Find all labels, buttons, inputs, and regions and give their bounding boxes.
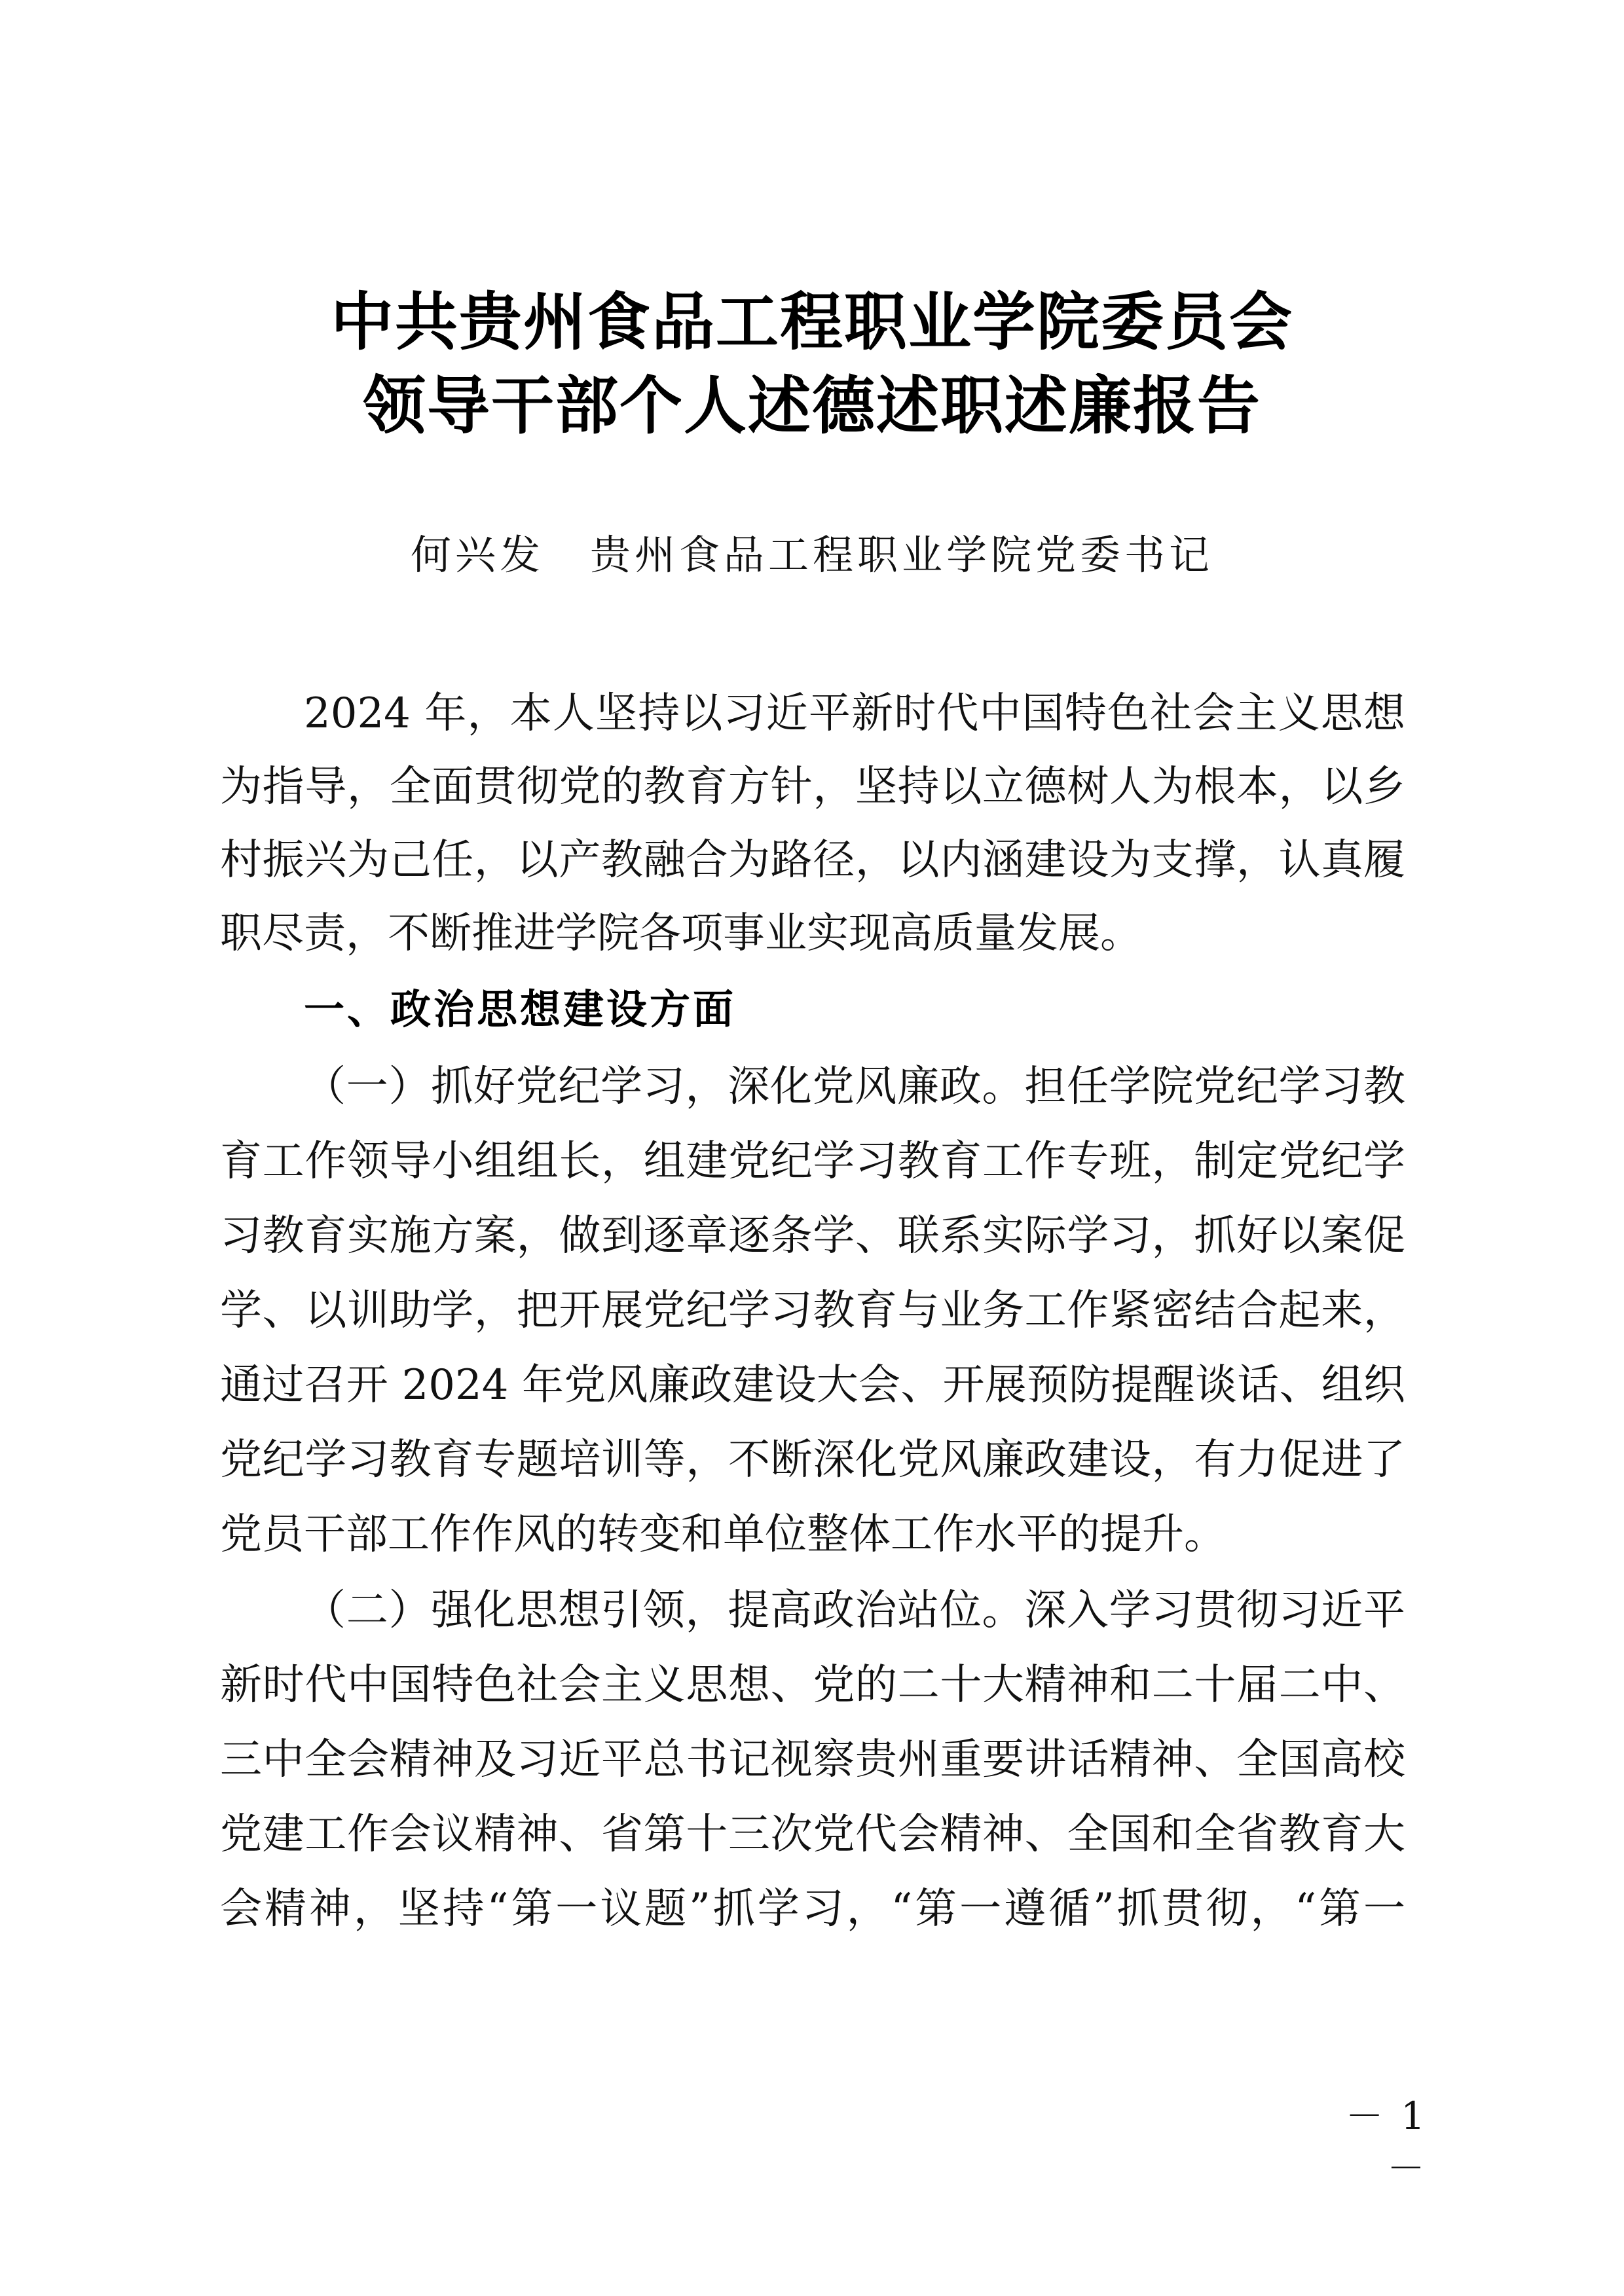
page-number: － 1 － — [1345, 2094, 1428, 2191]
para1-line-4: 学、以训助学，把开展党纪学习教育与业务工作紧密结合起来， — [220, 1286, 1405, 1335]
para2-line-1: （二）强化思想引领，提高政治站位。深入学习贯彻习近平 — [304, 1586, 1405, 1635]
para1-line-3: 习教育实施方案，做到逐章逐条学、联系实际学习，抓好以案促 — [220, 1212, 1405, 1260]
intro-line-3: 村振兴为己任，以产教融合为路径，以内涵建设为支撑，认真履 — [220, 836, 1405, 884]
para1-line-1: （一）抓好党纪学习，深化党风廉政。担任学院党纪学习教 — [304, 1063, 1405, 1111]
intro-line-1: 2024 年，本人坚持以习近平新时代中国特色社会主义思想 — [304, 689, 1405, 738]
intro-line-2: 为指导，全面贯彻党的教育方针，坚持以立德树人为根本，以乡 — [220, 763, 1405, 811]
para1-line-6: 党纪学习教育专题培训等，不断深化党风廉政建设，有力促进了 — [220, 1436, 1405, 1484]
para2-line-4: 党建工作会议精神、省第十三次党代会精神、全国和全省教育大 — [220, 1810, 1405, 1859]
intro-line-4: 职尽责，不断推进学院各项事业实现高质量发展。 — [220, 909, 1142, 958]
author-line — [0, 529, 1624, 581]
para1-line-2: 育工作领导小组组长，组建党纪学习教育工作专班，制定党纪学 — [220, 1137, 1405, 1186]
para2-line-3: 三中全会精神及习近平总书记视察贵州重要讲话精神、全国高校 — [220, 1736, 1405, 1784]
para2-line-2: 新时代中国特色社会主义思想、党的二十大精神和二十届二中、 — [220, 1661, 1405, 1709]
author-position: 贵州食品工程职业学院党委书记 — [590, 531, 1214, 579]
document-title-line-1: 中共贵州食品工程职业学院委员会 — [331, 285, 1293, 359]
para1-line-7: 党员干部工作作风的转变和单位整体工作水平的提升。 — [220, 1510, 1226, 1559]
section-heading: 一、政治思想建设方面 — [304, 985, 737, 1033]
para2-line-5: 会精神，坚持“第一议题”抓学习，“第一遵循”抓贯彻，“第一 — [220, 1885, 1405, 1933]
author-name: 何兴发 — [410, 531, 544, 579]
document-title-line-2: 领导干部个人述德述职述廉报告 — [363, 369, 1261, 443]
para1-line-5: 通过召开 2024 年党风廉政建设大会、开展预防提醒谈话、组织 — [220, 1361, 1405, 1410]
